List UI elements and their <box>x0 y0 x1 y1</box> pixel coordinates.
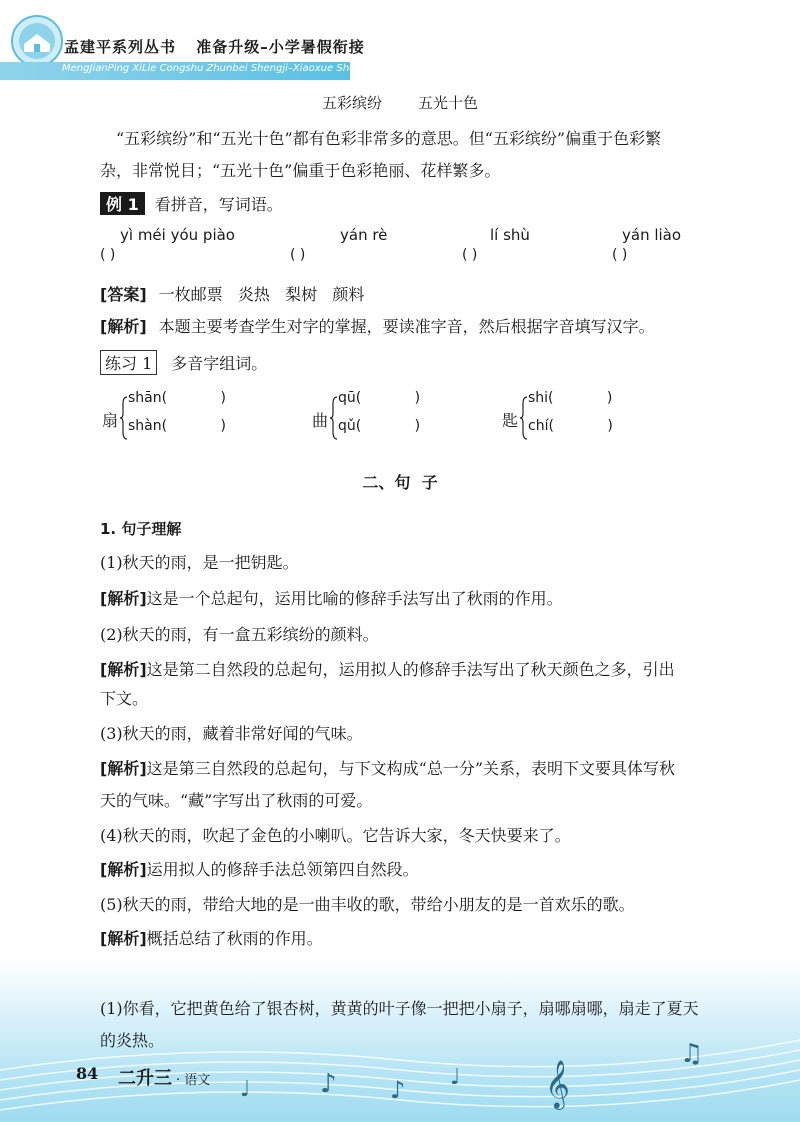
publisher-logo-icon <box>10 14 64 68</box>
brace-icon <box>330 396 338 440</box>
analysis-text: 概括总结了秋雨的作用。 <box>146 929 323 948</box>
brace-icon <box>520 396 528 440</box>
blank-1: ( ) <box>100 247 116 263</box>
analysis-label: [解析] <box>100 317 147 336</box>
grade-brand: 二升三 <box>118 1068 172 1089</box>
page-header <box>0 0 800 90</box>
analysis-tag: [解析] <box>100 860 147 879</box>
sentence-2: (2)秋天的雨，有一盒五彩缤纷的颜料。 <box>100 625 379 644</box>
brace-icon <box>120 396 128 440</box>
pinyin-line: MengJianPing XiLie Congshu Zhunbei Shengji–Xiaoxue Shujia Xianjie <box>62 63 405 74</box>
polyphone-char: 扇 <box>102 411 119 430</box>
blank-2: ( ) <box>290 247 306 263</box>
svg-text:𝄞: 𝄞 <box>545 1059 570 1108</box>
series-name: 孟建平系列丛书 <box>64 38 177 56</box>
series-title <box>64 36 365 57</box>
compare-line-2: 杂，非常悦目；“五光十色”偏重于色彩艳丽、花样繁多。 <box>100 161 501 180</box>
polyphone-reading-1: qū( ) <box>338 390 421 406</box>
answer-text: 一枚邮票 炎热 梨树 颜料 <box>158 285 365 304</box>
polyphone-reading-1: shān( ) <box>128 390 226 406</box>
sentence-1: (1)秋天的雨，是一把钥匙。 <box>100 553 299 572</box>
sentence-3: (3)秋天的雨，藏着非常好闻的气味。 <box>100 724 363 743</box>
analysis-row <box>100 314 655 337</box>
analysis-text: 这是第二自然段的总起句，运用拟人的修辞手法写出了秋天颜色之多，引出 <box>146 660 675 679</box>
subsection-1-title: 1. 句子理解 <box>100 520 182 538</box>
svg-text:♩: ♩ <box>450 1065 461 1090</box>
analysis-tag: [解析] <box>100 589 147 608</box>
polyphone-char: 曲 <box>312 411 329 430</box>
analysis-tag: [解析] <box>100 660 147 679</box>
pinyin-3: lí shù <box>490 226 530 244</box>
analysis-tag: [解析] <box>100 929 147 948</box>
polyphone-reading-2: chí( ) <box>528 418 613 434</box>
word-a: 五彩缤纷 <box>321 94 382 112</box>
blank-4: ( ) <box>612 247 628 263</box>
polyphone-group-2 <box>312 390 492 446</box>
analysis-3-cont: 天的气味。“藏”字写出了秋雨的可爱。 <box>100 791 373 810</box>
example-label: 例 1 <box>100 192 145 215</box>
analysis-tag: [解析] <box>100 759 147 778</box>
appreciate-line-2: 的炎热。 <box>100 1031 165 1050</box>
page-number: 84 <box>76 1064 99 1083</box>
svg-text:♩: ♩ <box>240 1077 251 1102</box>
polyphone-reading-1: shi( ) <box>528 390 613 406</box>
footer-brand <box>118 1064 210 1090</box>
section-title: 二、句 子 <box>362 473 438 492</box>
example-1-heading <box>100 192 283 215</box>
polyphone-group-3 <box>502 390 682 446</box>
example-prompt: 看拼音，写词语。 <box>154 195 283 214</box>
practice-label: 练习 1 <box>100 350 157 375</box>
sentence-4: (4)秋天的雨，吹起了金色的小喇叭。它告诉大家，冬天快要来了。 <box>100 826 571 845</box>
svg-text:♪: ♪ <box>390 1076 406 1104</box>
practice-1-heading <box>100 350 267 375</box>
analysis-1 <box>100 586 563 609</box>
answer-row <box>100 282 364 305</box>
pinyin-banner <box>0 62 405 80</box>
practice-prompt: 多音字组词。 <box>171 354 268 373</box>
polyphone-reading-2: shàn( ) <box>128 418 226 434</box>
analysis-2-cont: 下文。 <box>100 689 149 708</box>
svg-text:♫: ♫ <box>680 1039 704 1069</box>
compare-line-1: “五彩缤纷”和“五光十色”都有色彩非常多的意思。但“五彩缤纷”偏重于色彩繁 <box>116 129 662 148</box>
blank-3: ( ) <box>462 247 478 263</box>
analysis-3 <box>100 756 675 779</box>
analysis-text: 这是一个总起句，运用比喻的修辞手法写出了秋雨的作用。 <box>146 589 563 608</box>
svg-text:♪: ♪ <box>320 1069 337 1099</box>
pinyin-1: yì méi yóu piào <box>120 226 235 244</box>
analysis-5 <box>100 926 323 949</box>
sentence-5: (5)秋天的雨，带给大地的是一曲丰收的歌，带给小朋友的是一首欢乐的歌。 <box>100 895 635 914</box>
analysis-2 <box>100 657 675 680</box>
analysis-text: 这是第三自然段的总起句，与下文构成“总一分”关系，表明下文要具体写秋 <box>146 759 676 778</box>
polyphone-char: 匙 <box>502 411 519 430</box>
appreciate-line-1: (1)你看，它把黄色给了银杏树，黄黄的叶子像一把把小扇子，扇哪扇哪，扇走了夏天 <box>100 999 699 1018</box>
analysis-text: 运用拟人的修辞手法总领第四自然段。 <box>146 860 419 879</box>
pinyin-2: yán rè <box>340 226 388 244</box>
subject-label: · 语文 <box>176 1073 211 1088</box>
analysis-4 <box>100 857 419 880</box>
answer-label: [答案] <box>100 285 147 304</box>
word-compare-title <box>0 92 800 113</box>
word-b: 五光十色 <box>418 94 479 112</box>
book-title: 准备升级–小学暑假衔接 <box>196 38 365 56</box>
polyphone-group-1 <box>102 390 282 446</box>
pinyin-4: yán liào <box>622 226 682 244</box>
analysis-text: 本题主要考查学生对字的掌握，要读准字音，然后根据字音填写汉字。 <box>158 317 655 336</box>
polyphone-reading-2: qǔ( ) <box>338 418 421 434</box>
